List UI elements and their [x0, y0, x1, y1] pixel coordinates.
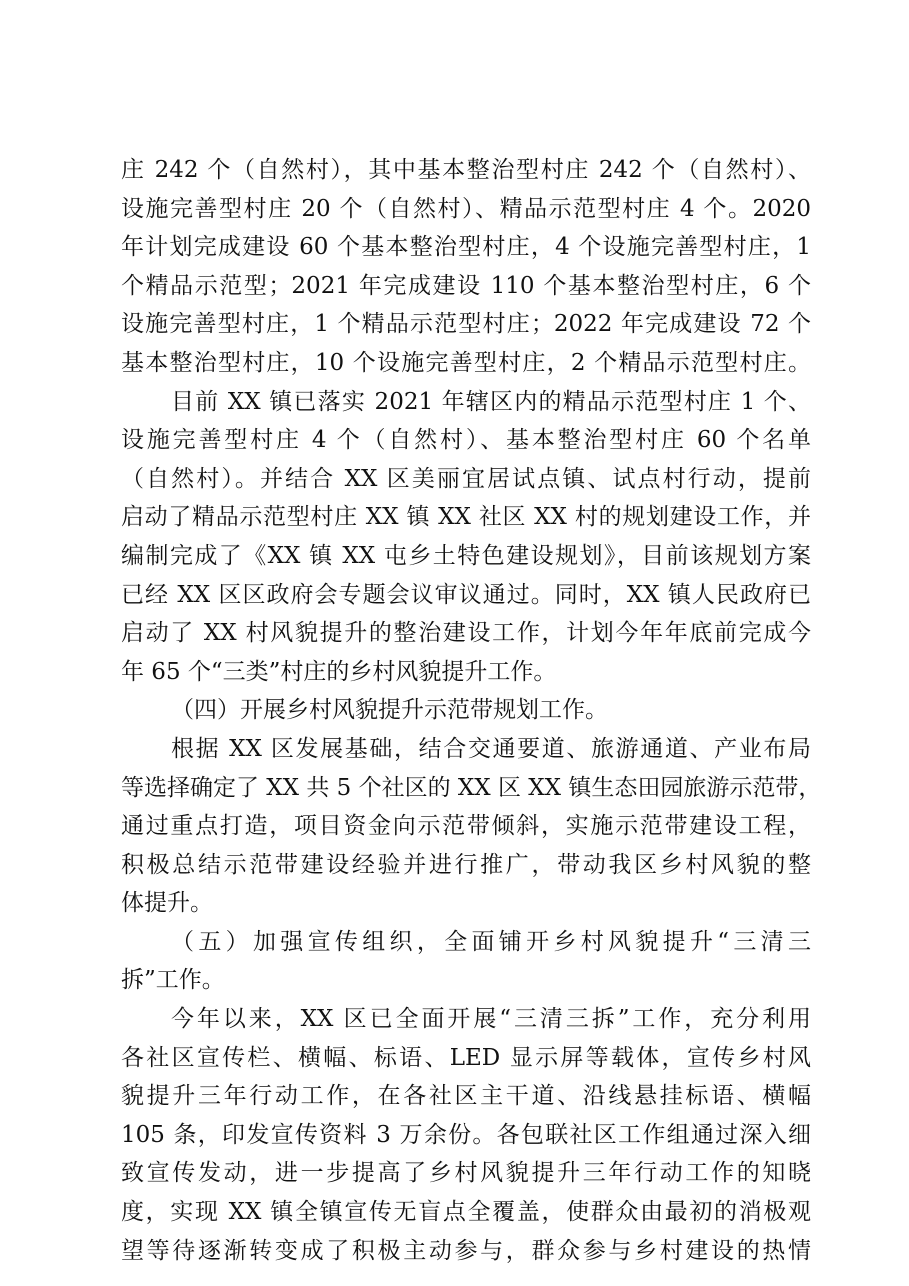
text-line: 启动了精品示范型村庄 XX 镇 XX 社区 XX 村的规划建设工作，并: [121, 504, 811, 531]
text-line: 望等待逐渐转变成了积极主动参与，群众参与乡村建设的热情: [121, 1237, 811, 1264]
paragraph-first-line: 今年以来，XX 区已全面开展“三清三拆”工作，充分利用: [171, 1006, 811, 1033]
paragraph-first-line: 目前 XX 镇已落实 2021 年辖区内的精品示范型村庄 1 个、: [171, 388, 811, 415]
text-line: 编制完成了《XX 镇 XX 屯乡土特色建设规划》，目前该规划方案: [121, 542, 811, 569]
text-line: 设施完善型村庄 4 个（自然村）、基本整治型村庄 60 个名单: [121, 427, 811, 454]
text-line: 个精品示范型；2021 年完成建设 110 个基本整治型村庄，6 个: [121, 272, 811, 299]
text-line: 年 65 个“三类”村庄的乡村风貌提升工作。: [121, 658, 557, 685]
text-line: 貌提升三年行动工作，在各社区主干道、沿线悬挂标语、横幅: [121, 1083, 811, 1110]
text-line: 105 条，印发宣传资料 3 万余份。各包联社区工作组通过深入细: [121, 1121, 811, 1148]
text-line: 设施完善型村庄 20 个（自然村）、精品示范型村庄 4 个。2020: [121, 195, 811, 222]
paragraph-first-line: 根据 XX 区发展基础，结合交通要道、旅游通道、产业布局: [171, 735, 811, 762]
text-line: 基本整治型村庄，10 个设施完善型村庄，2 个精品示范型村庄。: [121, 349, 811, 376]
text-line: 各社区宣传栏、横幅、标语、LED 显示屏等载体，宣传乡村风: [121, 1044, 811, 1071]
text-line: 度，实现 XX 镇全镇宣传无盲点全覆盖，使群众由最初的消极观: [121, 1199, 811, 1226]
text-line: 启动了 XX 村风貌提升的整治建设工作，计划今年年底前完成今: [121, 620, 811, 647]
text-line: 致宣传发动，进一步提高了乡村风貌提升三年行动工作的知晓: [121, 1160, 811, 1187]
paragraph-first-line: （四）开展乡村风貌提升示范带规划工作。: [171, 697, 608, 724]
text-line: 体提升。: [121, 890, 213, 917]
text-line: 拆”工作。: [121, 967, 225, 994]
text-line: 积极总结示范带建设经验并进行推广，带动我区乡村风貌的整: [121, 851, 811, 878]
text-line: 通过重点打造，项目资金向示范带倾斜，实施示范带建设工程，: [121, 813, 811, 840]
text-line: 庄 242 个（自然村），其中基本整治型村庄 242 个（自然村）、: [121, 157, 811, 183]
text-line: 等选择确定了 XX 共 5 个社区的 XX 区 XX 镇生态田园旅游示范带，: [121, 774, 822, 801]
paragraph-first-line: （五）加强宣传组织，全面铺开乡村风貌提升“三清三: [171, 928, 811, 955]
text-line: 设施完善型村庄，1 个精品示范型村庄；2022 年完成建设 72 个: [121, 311, 811, 338]
text-line: 已经 XX 区区政府会专题会议审议通过。同时，XX 镇人民政府已: [121, 581, 811, 608]
text-line: （自然村）。并结合 XX 区美丽宜居试点镇、试点村行动，提前: [121, 465, 811, 492]
document-body: [121, 151, 822, 1270]
text-line: 年计划完成建设 60 个基本整治型村庄，4 个设施完善型村庄，1: [121, 234, 811, 261]
